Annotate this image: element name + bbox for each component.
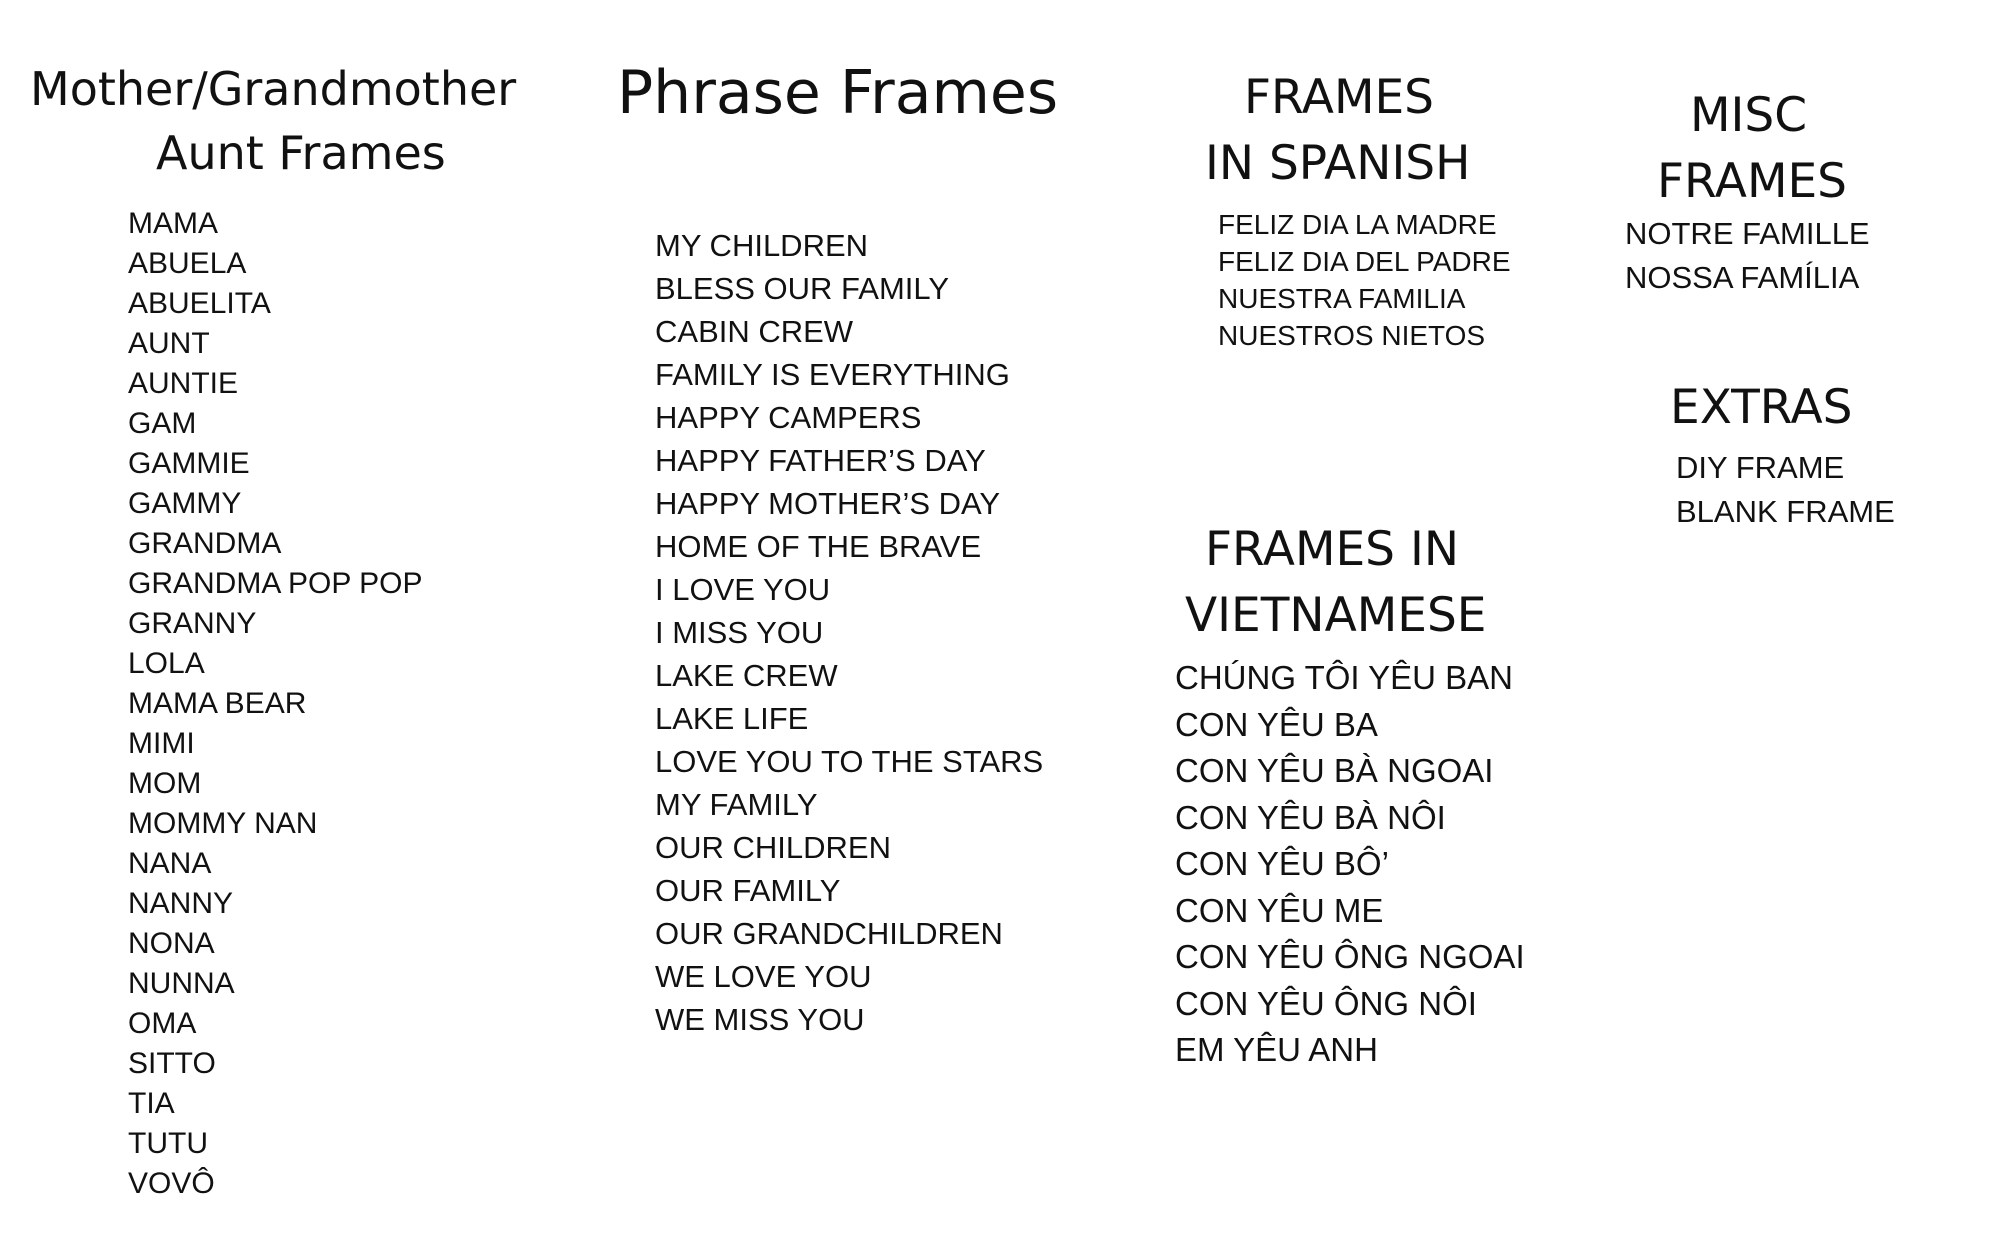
frame-name-item: MIMI [128,727,195,760]
frame-name-item: CON YÊU BÀ NGOAI [1175,752,1494,789]
frame-name-item: VOVÔ [128,1167,215,1200]
frame-name-item: LOLA [128,647,205,680]
frame-name-item: MAMA [128,207,218,240]
frame-name-item: LOVE YOU TO THE STARS [655,744,1044,779]
frame-name-item: NOTRE FAMILLE [1625,216,1870,251]
frame-name-item: MY CHILDREN [655,228,869,263]
extras-frames-list [1676,446,1895,534]
frame-name-item: CHÚNG TÔI YÊU BAN [1175,659,1514,696]
frame-name-item: GRANNY [128,607,257,640]
frame-name-item: GAMMY [128,487,242,520]
frame-name-item: GAM [128,407,197,440]
spanish-heading-line1: FRAMES [1244,70,1435,125]
frame-name-item: CON YÊU ME [1175,891,1384,929]
frame-name-item: GAMMIE [128,447,250,480]
frame-name-item: I LOVE YOU [655,572,831,607]
frame-name-item: WE MISS YOU [655,1002,865,1037]
frame-name-item: ABUELITA [128,287,271,320]
frame-name-item: TUTU [128,1127,208,1160]
frame-name-item: HAPPY CAMPERS [655,400,922,435]
frame-name-item: OMA [128,1007,197,1040]
vietnamese-heading-line1: FRAMES IN [1205,522,1459,577]
frame-name-item: ABUELA [128,247,247,280]
frame-name-item: I MISS YOU [655,615,824,650]
frame-name-item: LAKE LIFE [655,701,809,736]
frame-name-item: SITTO [128,1047,216,1080]
frame-name-item: MY FAMILY [655,787,818,822]
mother-heading-line1: Mother/Grandmother [30,62,517,116]
phrase-heading: Phrase Frames [617,58,1059,128]
frame-name-item: CON YÊU BÔ’ [1175,845,1389,882]
frame-name-item: BLANK FRAME [1676,494,1895,529]
phrase-frames-list [655,224,1043,1041]
frame-name-item: OUR CHILDREN [655,830,891,865]
vietnamese-frames-list [1175,655,1525,1074]
frame-name-item: HOME OF THE BRAVE [655,529,982,564]
frame-name-item: BLESS OUR FAMILY [655,271,950,306]
frame-name-item: AUNT [128,327,210,360]
frame-name-item: FELIZ DIA DEL PADRE [1218,246,1511,277]
frame-name-item: TIA [128,1087,175,1120]
frame-name-item: CON YÊU BA [1175,705,1378,743]
frame-name-item: WE LOVE YOU [655,959,872,994]
frame-name-item: OUR FAMILY [655,873,841,908]
frame-name-item: OUR GRANDCHILDREN [655,916,1003,951]
frame-name-item: CON YÊU ÔNG NÔI [1175,984,1477,1022]
extras-heading: EXTRAS [1670,380,1853,435]
spanish-heading-line2: IN SPANISH [1205,136,1471,191]
frame-name-item: DIY FRAME [1676,450,1845,485]
frame-name-item: NUESTRA FAMILIA [1218,283,1466,314]
frame-name-item: LAKE CREW [655,658,838,693]
frame-name-item: CON YÊU BÀ NÔI [1175,798,1446,836]
misc-heading-line2: FRAMES [1657,154,1848,209]
vietnamese-heading-line2: VIETNAMESE [1185,588,1487,643]
frame-name-item: CABIN CREW [655,314,854,349]
frame-name-item: MOM [128,767,202,800]
frame-name-item: NANA [128,847,212,880]
frame-name-item: EM YÊU ANH [1175,1031,1378,1068]
frame-name-item: CON YÊU ÔNG NGOAI [1175,938,1525,975]
misc-heading-line1: MISC [1690,88,1808,143]
spanish-frames-list [1218,206,1511,354]
frame-name-item: NUESTROS NIETOS [1218,320,1486,351]
frame-name-item: MOMMY NAN [128,807,318,840]
misc-frames-list [1625,212,1870,300]
frame-name-item: NONA [128,927,215,960]
frame-name-item: MAMA BEAR [128,687,307,720]
frame-name-item: HAPPY FATHER’S DAY [655,443,986,478]
frame-name-item: GRANDMA POP POP [128,567,423,600]
frame-name-item: FELIZ DIA LA MADRE [1218,209,1497,240]
frame-name-item: HAPPY MOTHER’S DAY [655,486,1001,521]
frame-name-item: AUNTIE [128,367,239,400]
frame-name-item: NUNNA [128,967,235,1000]
mother-frames-list [128,204,423,1204]
frame-name-item: GRANDMA [128,527,282,560]
frame-name-item: NOSSA FAMÍLIA [1625,260,1860,295]
frame-name-item: FAMILY IS EVERYTHING [655,357,1010,392]
mother-heading-line2: Aunt Frames [156,126,446,180]
frame-name-item: NANNY [128,887,234,920]
